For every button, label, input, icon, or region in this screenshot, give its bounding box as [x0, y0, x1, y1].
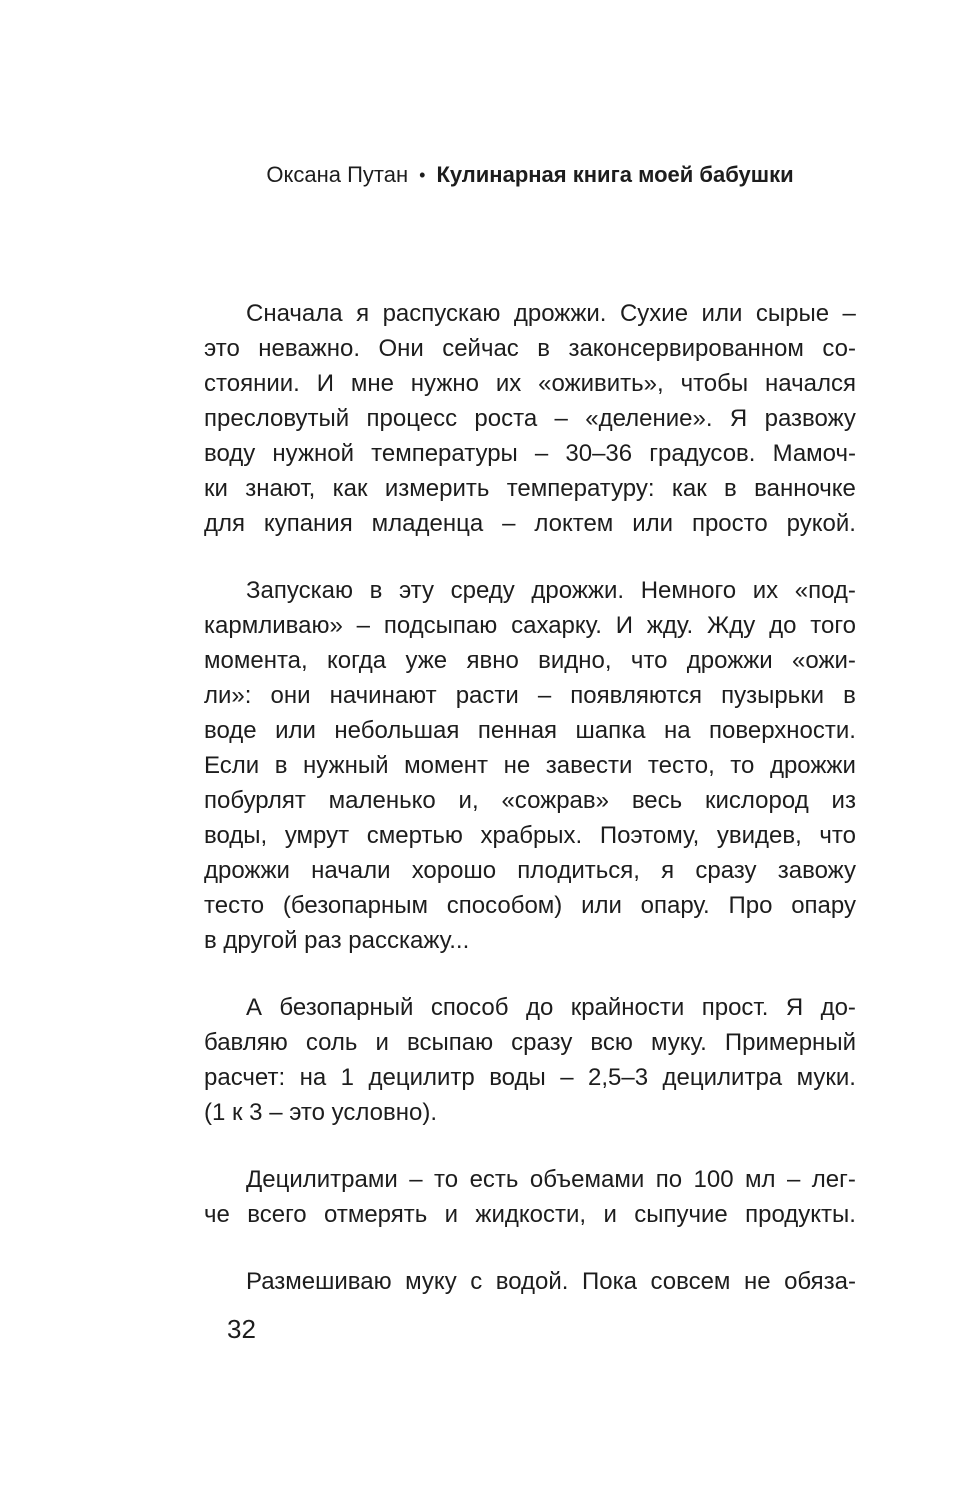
text-line: момента, когда уже явно видно, что дрожжи «ожи- — [204, 647, 856, 674]
running-head-author: Оксана Путан — [266, 162, 409, 187]
text-line: А безопарный способ до крайности прост. Я до- — [246, 994, 856, 1021]
text-line: Если в нужный момент не завести тесто, то дрожжи — [204, 752, 856, 779]
paragraph — [204, 990, 856, 1130]
text-block — [204, 296, 856, 1299]
text-line: Размешиваю муку с водой. Пока совсем не обяза- — [246, 1268, 856, 1295]
text-line: это неважно. Они сейчас в законсервированном со- — [204, 335, 856, 362]
text-line: бавляю соль и всыпаю сразу всю муку. Примерный — [204, 1029, 856, 1056]
text-line: тесто (безопарным способом) или опару. Про опару — [204, 892, 856, 919]
text-line: дрожжи начали хорошо плодиться, я сразу завожу — [204, 857, 856, 884]
text-line: (1 к 3 – это условно). — [204, 1099, 438, 1126]
running-head-book-title: Кулинарная книга моей бабушки — [436, 162, 794, 187]
text-line: побурлят маленько и, «сожрав» весь кислород из — [204, 787, 856, 814]
paragraph — [204, 573, 856, 958]
text-line: пресловутый процесс роста – «деление». Я развожу — [204, 405, 856, 432]
text-line: кармливаю» – подсыпаю сахарку. И жду. Жду до того — [204, 612, 856, 639]
running-head — [204, 161, 856, 190]
text-line: че всего отмерять и жидкости, и сыпучие продукты. — [204, 1201, 856, 1228]
text-line: Сначала я распускаю дрожжи. Сухие или сырые – — [246, 300, 856, 327]
text-line: Децилитрами – то есть объемами по 100 мл – лег- — [246, 1166, 856, 1193]
page-number: 32 — [227, 1314, 256, 1344]
text-line: в другой раз расскажу... — [204, 927, 470, 954]
text-line: воде или небольшая пенная шапка на поверхности. — [204, 717, 856, 744]
text-line: Запускаю в эту среду дрожжи. Немного их «под- — [246, 577, 856, 604]
text-line: стоянии. И мне нужно их «оживить», чтобы начался — [204, 370, 856, 397]
text-line: расчет: на 1 децилитр воды – 2,5–3 децилитра муки. — [204, 1064, 856, 1091]
text-line: воду нужной температуры – 30–36 градусов. Мамоч- — [204, 440, 856, 467]
paragraph — [204, 1264, 856, 1299]
bullet-separator-icon: • — [419, 165, 426, 185]
text-line: ли»: они начинают расти – появляются пузырьки в — [204, 682, 856, 709]
text-line: ки знают, как измерить температуру: как в ванночке — [204, 475, 856, 502]
paragraph — [204, 1162, 856, 1232]
text-line: воды, умрут смертью храбрых. Поэтому, увидев, что — [204, 822, 856, 849]
text-line: для купания младенца – локтем или просто рукой. — [204, 510, 856, 537]
paragraph — [204, 296, 856, 541]
